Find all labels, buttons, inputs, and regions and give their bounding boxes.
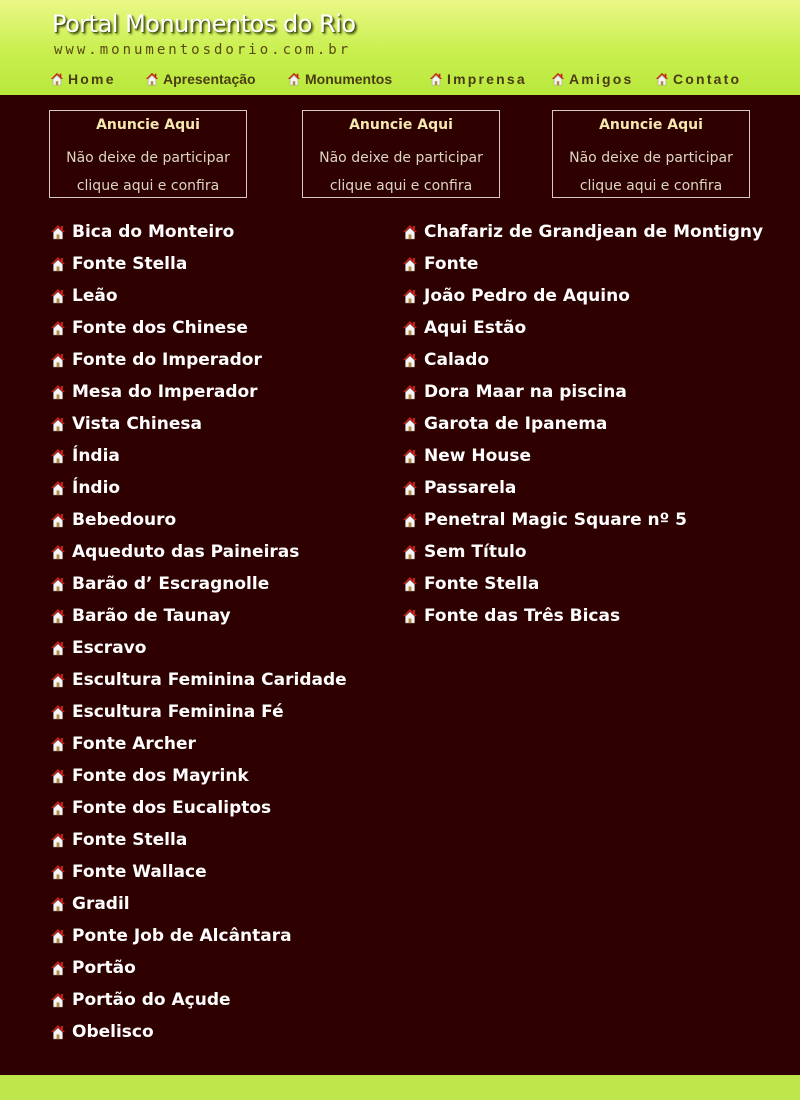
monument-label[interactable]: João Pedro de Aquino — [424, 286, 630, 306]
monument-link[interactable] — [402, 344, 792, 376]
monument-label[interactable]: New House — [424, 446, 532, 466]
house-icon — [145, 72, 159, 86]
monument-label[interactable]: Fonte — [424, 254, 479, 274]
nav-imprensa[interactable] — [429, 70, 527, 88]
house-icon — [50, 416, 66, 432]
monument-label[interactable]: Portão do Açude — [72, 990, 231, 1010]
monument-link[interactable] — [50, 824, 390, 856]
monument-label[interactable]: Gradil — [72, 894, 130, 914]
monument-link[interactable] — [50, 696, 390, 728]
ad-link[interactable]: clique aqui e confira — [579, 178, 723, 194]
monument-label[interactable]: Fonte Stella — [424, 574, 540, 594]
monument-link[interactable] — [50, 728, 390, 760]
monument-label[interactable]: Mesa do Imperador — [72, 382, 258, 402]
house-icon — [402, 224, 418, 240]
monument-link[interactable] — [50, 856, 390, 888]
house-icon — [50, 736, 66, 752]
house-icon — [402, 448, 418, 464]
nav-amigos-label[interactable]: Amigos — [569, 71, 634, 87]
monument-link[interactable] — [402, 504, 792, 536]
ad-box[interactable] — [552, 110, 750, 198]
monument-label[interactable]: Sem Título — [424, 542, 527, 562]
house-icon — [429, 72, 443, 86]
ad-link[interactable]: clique aqui e confira — [76, 178, 220, 194]
house-icon — [50, 72, 64, 86]
ad-title[interactable]: Anuncie Aqui — [96, 117, 200, 133]
monument-label[interactable]: Fonte Archer — [72, 734, 196, 754]
house-icon — [50, 864, 66, 880]
ad-line[interactable]: Não deixe de participar — [66, 150, 230, 166]
house-icon — [287, 72, 301, 86]
house-icon — [50, 640, 66, 656]
monument-label[interactable]: Vista Chinesa — [72, 414, 202, 434]
monument-link[interactable] — [50, 344, 390, 376]
monument-label[interactable]: Fonte das Três Bicas — [424, 606, 621, 626]
house-icon — [50, 544, 66, 560]
house-icon — [50, 768, 66, 784]
monument-link[interactable] — [402, 376, 792, 408]
monument-link[interactable] — [50, 312, 390, 344]
site-url: www.monumentosdorio.com.br — [54, 42, 352, 58]
monument-label[interactable]: Fonte Wallace — [72, 862, 207, 882]
nav-contato-label[interactable]: Contato — [673, 71, 742, 87]
house-icon — [402, 416, 418, 432]
house-icon — [50, 960, 66, 976]
monument-label[interactable]: Portão — [72, 958, 136, 978]
monument-link[interactable] — [50, 408, 390, 440]
house-icon — [402, 480, 418, 496]
nav-monumentos[interactable] — [287, 70, 392, 88]
ad-box[interactable] — [302, 110, 500, 198]
monument-link[interactable] — [402, 280, 792, 312]
house-icon — [50, 320, 66, 336]
monument-link[interactable] — [50, 600, 390, 632]
monument-label[interactable]: Fonte dos Eucaliptos — [72, 798, 272, 818]
monument-label[interactable]: Aqueduto das Paineiras — [72, 542, 300, 562]
monument-link[interactable] — [402, 312, 792, 344]
monument-label[interactable]: Barão d’ Escragnolle — [72, 574, 270, 594]
house-icon — [402, 544, 418, 560]
house-icon — [402, 576, 418, 592]
monument-label[interactable]: Barão de Taunay — [72, 606, 231, 626]
house-icon — [50, 384, 66, 400]
monument-label[interactable]: Aqui Estão — [424, 318, 527, 338]
monument-list-right — [402, 216, 792, 632]
monument-label[interactable]: Bica do Monteiro — [72, 222, 235, 242]
ad-box[interactable] — [49, 110, 247, 198]
monument-label[interactable]: Obelisco — [72, 1022, 154, 1042]
monument-link[interactable] — [402, 216, 792, 248]
house-icon — [50, 576, 66, 592]
monument-label[interactable]: Fonte dos Mayrink — [72, 766, 249, 786]
monument-list-left — [50, 216, 390, 1048]
ad-line[interactable]: Não deixe de participar — [569, 150, 733, 166]
nav-apresentacao[interactable] — [145, 70, 256, 88]
monument-link[interactable] — [50, 440, 390, 472]
house-icon — [402, 288, 418, 304]
monument-link[interactable] — [50, 920, 390, 952]
ad-line[interactable]: Não deixe de participar — [319, 150, 483, 166]
ad-title[interactable]: Anuncie Aqui — [599, 117, 703, 133]
monument-link[interactable] — [50, 504, 390, 536]
monument-link[interactable] — [50, 568, 390, 600]
house-icon — [50, 896, 66, 912]
monument-label[interactable]: Garota de Ipanema — [424, 414, 608, 434]
monument-link[interactable] — [50, 536, 390, 568]
monument-label[interactable]: Passarela — [424, 478, 517, 498]
monument-label[interactable]: Índia — [72, 446, 120, 466]
monument-label[interactable]: Escultura Feminina Caridade — [72, 670, 347, 690]
nav-imprensa-label[interactable]: Imprensa — [447, 71, 527, 87]
monument-link[interactable] — [50, 888, 390, 920]
monument-link[interactable] — [50, 280, 390, 312]
house-icon — [655, 72, 669, 86]
monument-label[interactable]: Fonte do Imperador — [72, 350, 262, 370]
house-icon — [402, 352, 418, 368]
house-icon — [50, 832, 66, 848]
monument-link[interactable] — [50, 952, 390, 984]
monument-label[interactable]: Chafariz de Grandjean de Montigny — [424, 222, 764, 242]
monument-label[interactable]: Leão — [72, 286, 118, 306]
monument-label[interactable]: Índio — [72, 478, 121, 498]
house-icon — [402, 256, 418, 272]
main-nav — [50, 70, 790, 88]
monument-label[interactable]: Fonte dos Chinese — [72, 318, 248, 338]
house-icon — [50, 512, 66, 528]
monument-link[interactable] — [402, 408, 792, 440]
nav-amigos[interactable] — [551, 70, 634, 88]
monument-label[interactable]: Fonte Stella — [72, 830, 188, 850]
monument-link[interactable] — [50, 216, 390, 248]
monument-link[interactable] — [50, 632, 390, 664]
house-icon — [50, 800, 66, 816]
monument-label[interactable]: Dora Maar na piscina — [424, 382, 627, 402]
house-icon — [50, 288, 66, 304]
house-icon — [402, 512, 418, 528]
house-icon — [50, 352, 66, 368]
monument-label[interactable]: Penetral Magic Square nº 5 — [424, 510, 687, 530]
monument-link[interactable] — [50, 664, 390, 696]
monument-link[interactable] — [402, 536, 792, 568]
monument-label[interactable]: Escultura Feminina Fé — [72, 702, 284, 722]
nav-contato[interactable] — [655, 70, 741, 88]
ad-link[interactable]: clique aqui e confira — [329, 178, 473, 194]
monument-link[interactable] — [50, 376, 390, 408]
house-icon — [402, 384, 418, 400]
house-icon — [50, 448, 66, 464]
house-icon — [402, 320, 418, 336]
monument-label[interactable]: Fonte Stella — [72, 254, 188, 274]
house-icon — [50, 704, 66, 720]
house-icon — [50, 928, 66, 944]
monument-link[interactable] — [50, 248, 390, 280]
monument-link[interactable] — [402, 472, 792, 504]
monument-link[interactable] — [402, 568, 792, 600]
monument-link[interactable] — [50, 760, 390, 792]
monument-link[interactable] — [50, 984, 390, 1016]
house-icon — [50, 608, 66, 624]
house-icon — [50, 1024, 66, 1040]
house-icon — [50, 256, 66, 272]
nav-home-label[interactable]: Home — [68, 71, 116, 87]
monument-link[interactable] — [50, 1016, 390, 1048]
monument-label[interactable]: Calado — [424, 350, 490, 370]
nav-apresentacao-label[interactable]: Apresentação — [163, 71, 256, 87]
house-icon — [402, 608, 418, 624]
house-icon — [50, 672, 66, 688]
monument-label[interactable]: Escravo — [72, 638, 147, 658]
nav-monumentos-label[interactable]: Monumentos — [305, 71, 393, 87]
monument-link[interactable] — [50, 472, 390, 504]
monument-link[interactable] — [50, 792, 390, 824]
house-icon — [551, 72, 565, 86]
monument-link[interactable] — [402, 440, 792, 472]
house-icon — [50, 992, 66, 1008]
monument-label[interactable]: Bebedouro — [72, 510, 177, 530]
site-footer — [0, 1075, 800, 1100]
monument-link[interactable] — [402, 248, 792, 280]
ad-title[interactable]: Anuncie Aqui — [349, 117, 453, 133]
monument-label[interactable]: Ponte Job de Alcântara — [72, 926, 292, 946]
nav-home[interactable] — [50, 70, 116, 88]
ad-row — [0, 110, 800, 200]
site-title[interactable]: Portal Monumentos do Rio — [52, 10, 356, 38]
site-header — [0, 0, 800, 95]
house-icon — [50, 224, 66, 240]
monument-link[interactable] — [402, 600, 792, 632]
house-icon — [50, 480, 66, 496]
